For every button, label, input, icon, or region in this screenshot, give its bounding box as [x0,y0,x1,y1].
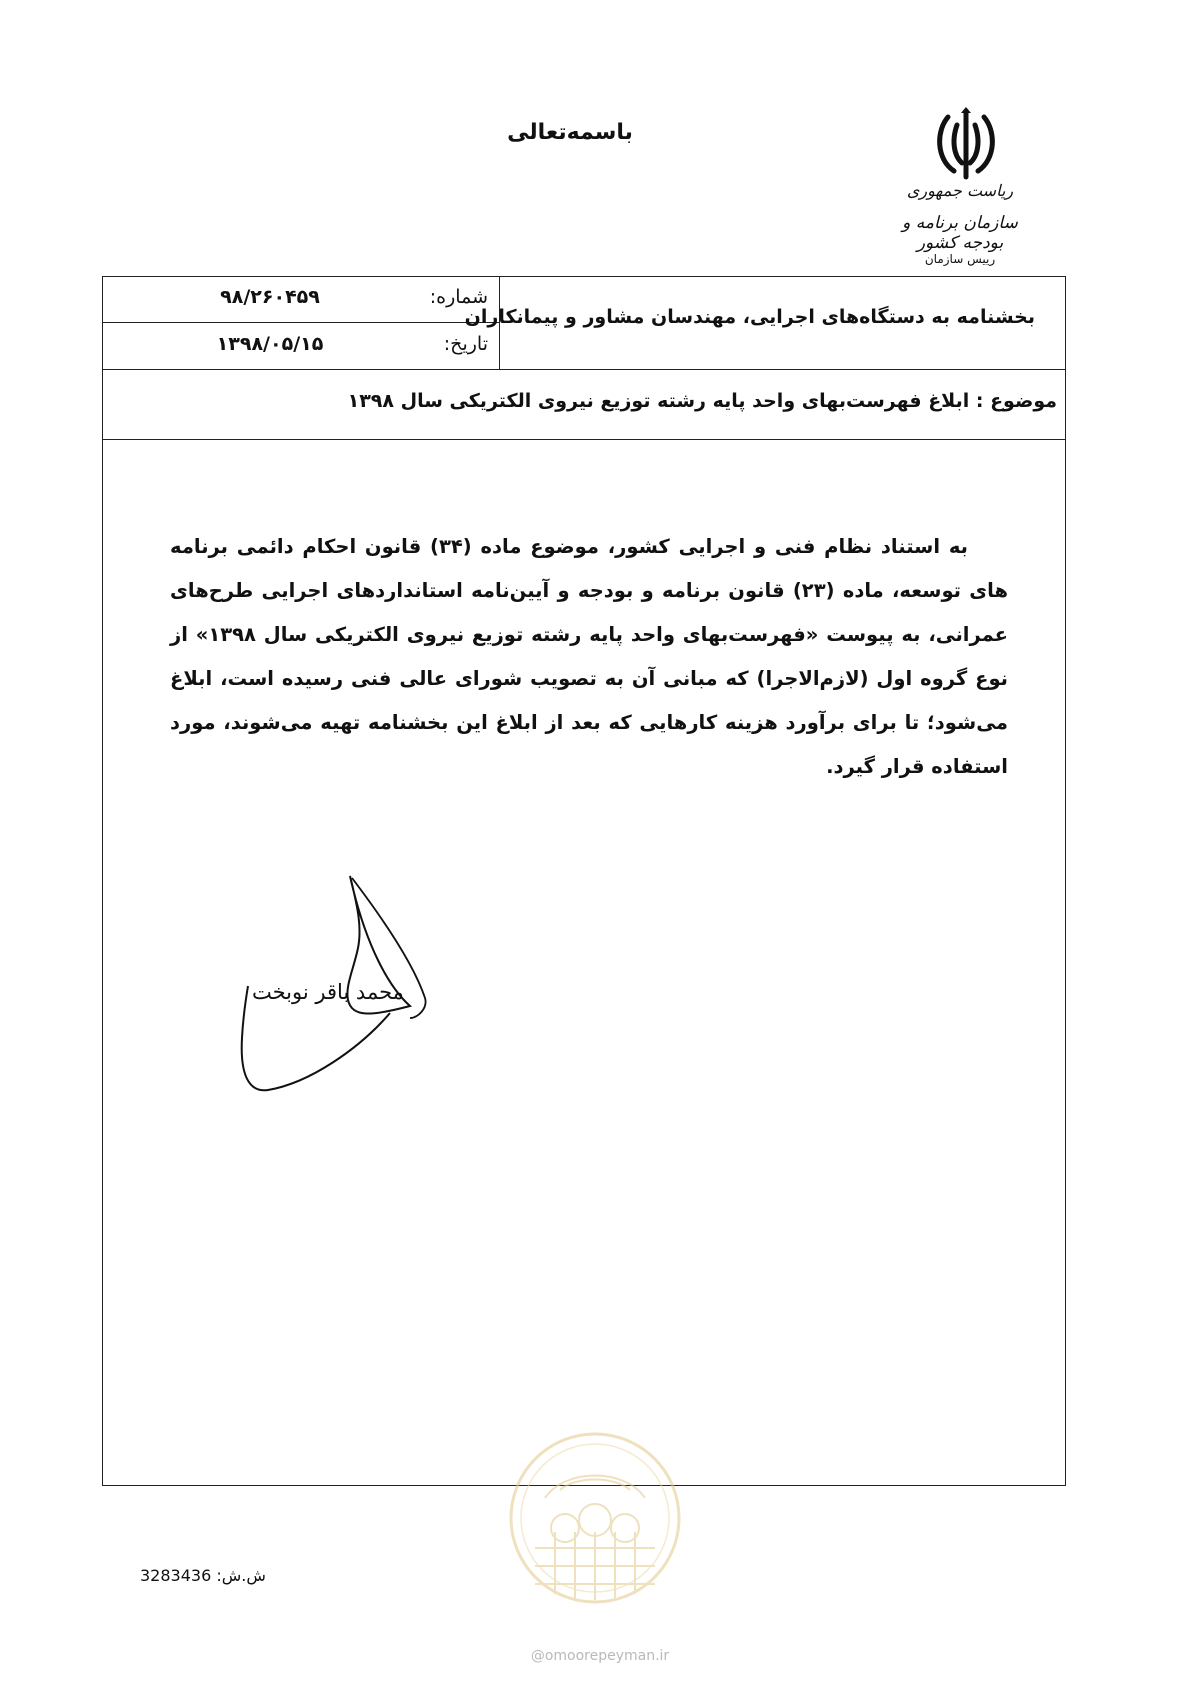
basmala-heading: باسمه‌تعالی [507,120,633,145]
subject-divider [102,439,1066,440]
iran-emblem-icon [928,105,1004,185]
date-value: ۱۳۹۸/۰۵/۱۵ [216,333,324,355]
watermark-website: @omoorepeyman.ir [530,1648,670,1664]
org-line-head: رییس سازمان [924,252,996,266]
org-line-organization: سازمان برنامه و بودجه کشور [902,213,1018,253]
recipients-text: بخشنامه به دستگاه‌های اجرایی، مهندسان مشاور و پیمانکاران [464,306,1035,328]
signatory-name: محمد باقر نوبخت [252,980,404,1004]
letter-body [170,525,1008,789]
body-paragraph: به استناد نظام فنی و اجرایی کشور، موضوع ماده (۳۴) قانون احکام دائمی برنامه های توسعه، ماده (۲۳) قانون برنامه و بودجه و آیین‌نامه استانداردهای اجرایی طرح‌های عمرانی، به پیوست «فهرست‌بهای واحد پایه رشته توزیع نیروی الکتریکی سال ۱۳۹۸» از نوع گروه اول (لازم‌الاجرا) که مبانی آن به تصویب شورای عالی فنی رسیده است، ابلاغ می‌شود؛ تا برای برآورد هزینه کارهایی که بعد از ابلاغ این بخشنامه تهیه می‌شوند، مورد استفاده قرار گیرد. [170,535,1009,778]
header-divider [102,369,1066,370]
meta-divider [102,322,499,323]
number-label: شماره: [429,286,488,308]
number-value: ۹۸/۲۶۰۴۵۹ [220,286,320,308]
date-label: تاریخ: [443,333,488,355]
serial-number: ش.ش: 3283436 [140,1566,266,1585]
subject-line: موضوع : ابلاغ فهرست‌بهای واحد پایه رشته توزیع نیروی الکتریکی سال ۱۳۹۸ [347,390,1057,412]
watermark-seal-icon [505,1428,685,1608]
org-line-presidency: ریاست جمهوری [906,181,1014,200]
